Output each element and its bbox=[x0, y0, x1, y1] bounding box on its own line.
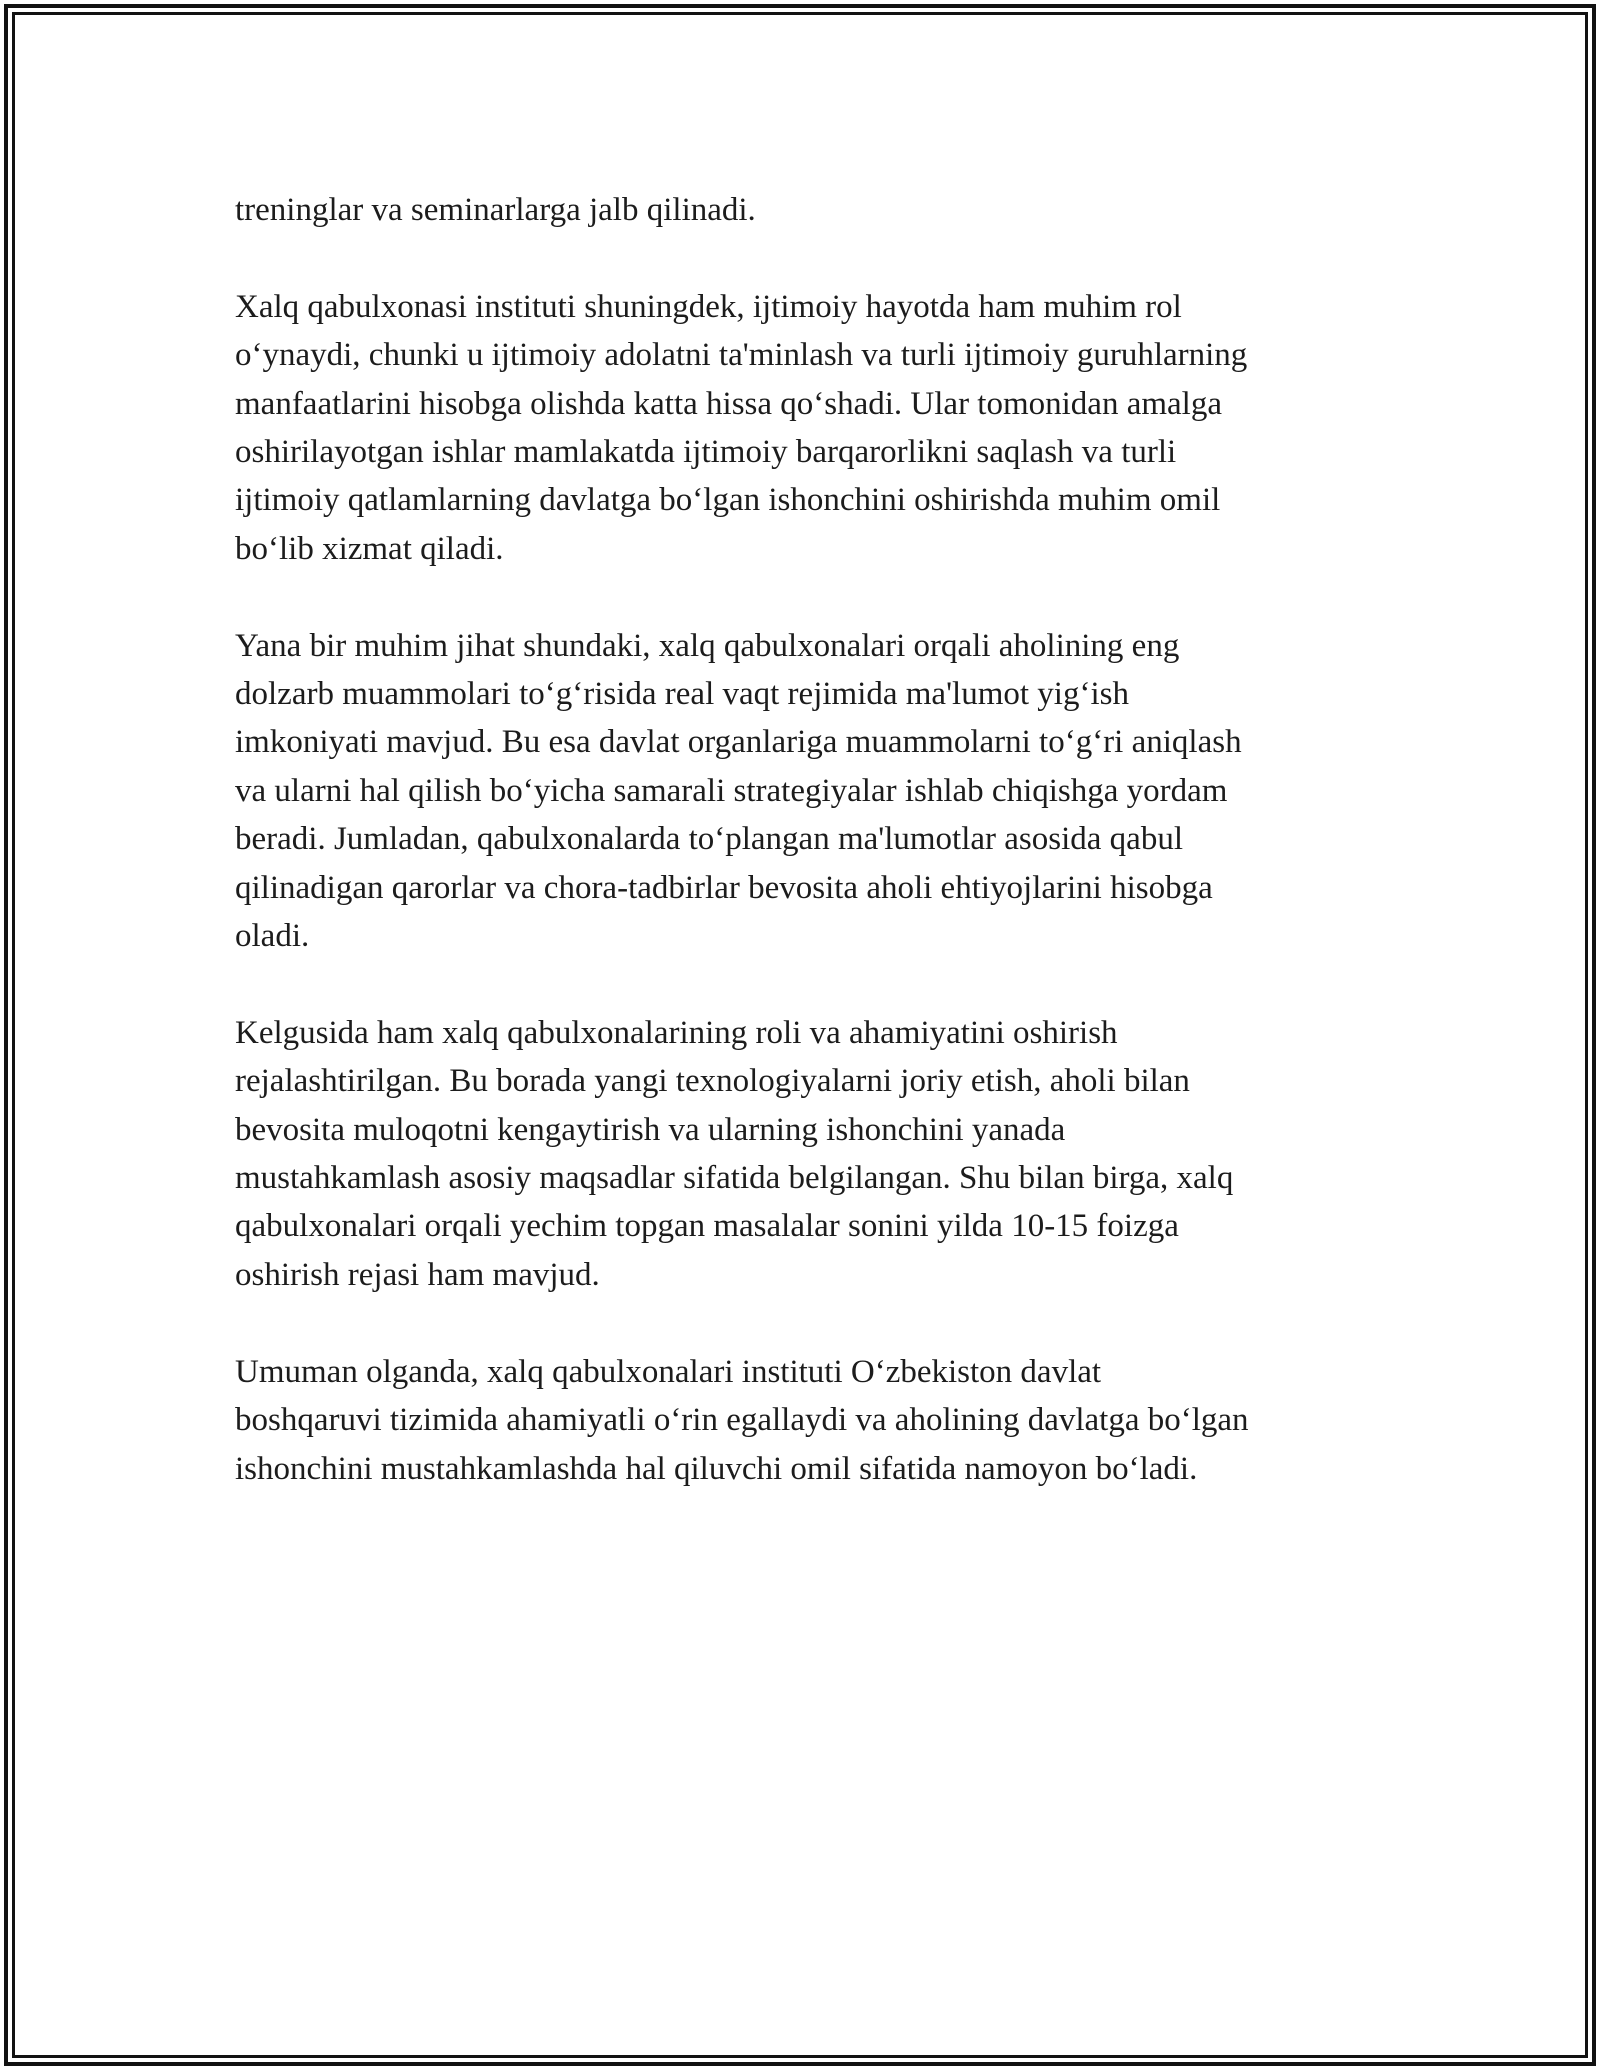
paragraph-2: Xalq qabulxonasi instituti shuningdek, ijtimoiy hayotda ham muhim rol o‘ynaydi, chunki u ijtimoiy adolatni ta'minlash va turli ijtimoiy guruhlarning manfaatlarini hisobga olishda katta hissa qo‘shadi. Ular tomonidan amalga oshirilayotgan ishlar mamlakatda ijtimoiy barqarorlikni saqlash va turli ijtimoiy qatlamlarning davlatga bo‘lgan ishonchini oshirishda muhim omil bo‘lib xizmat qiladi. bbox=[235, 288, 1248, 567]
document-body bbox=[235, 186, 1385, 1541]
paragraph-3: Yana bir muhim jihat shundaki, xalq qabulxonalari orqali aholining eng dolzarb muammolari to‘g‘risida real vaqt rejimida ma'lumot yig‘ish imkoniyati mavjud. Bu esa davlat organlariga muammolarni to‘g‘ri aniqlash va ularni hal qilish bo‘yicha samarali strategiyalar ishlab chiqishga yordam beradi. Jumladan, qabulxonalarda to‘plangan ma'lumotlar asosida qabul qilinadigan qarorlar va chora-tadbirlar bevosita aholi ehtiyojlarini hisobga oladi. bbox=[235, 627, 1242, 955]
paragraph-1: treninglar va seminarlarga jalb qilinadi. bbox=[235, 192, 756, 228]
paragraph-4: Kelgusida ham xalq qabulxonalarining roli va ahamiyatini oshirish rejalashtirilgan. Bu borada yangi texnologiyalarni joriy etish, aholi bilan bevosita muloqotni kengaytirish va ularning ishonchini yanada mustahkamlash asosiy maqsadlar sifatida belgilangan. Shu bilan birga, xalq qabulxonalari orqali yechim topgan masalalar sonini yilda 10-15 foizga oshirish rejasi ham mavjud. bbox=[235, 1014, 1234, 1293]
paragraph-5: Umuman olganda, xalq qabulxonalari instituti O‘zbekiston davlat boshqaruvi tizimida ahamiyatli o‘rin egallaydi va aholining davlatga bo‘lgan ishonchini mustahkamlashda hal qiluvchi omil sifatida namoyon bo‘ladi. bbox=[235, 1353, 1249, 1487]
